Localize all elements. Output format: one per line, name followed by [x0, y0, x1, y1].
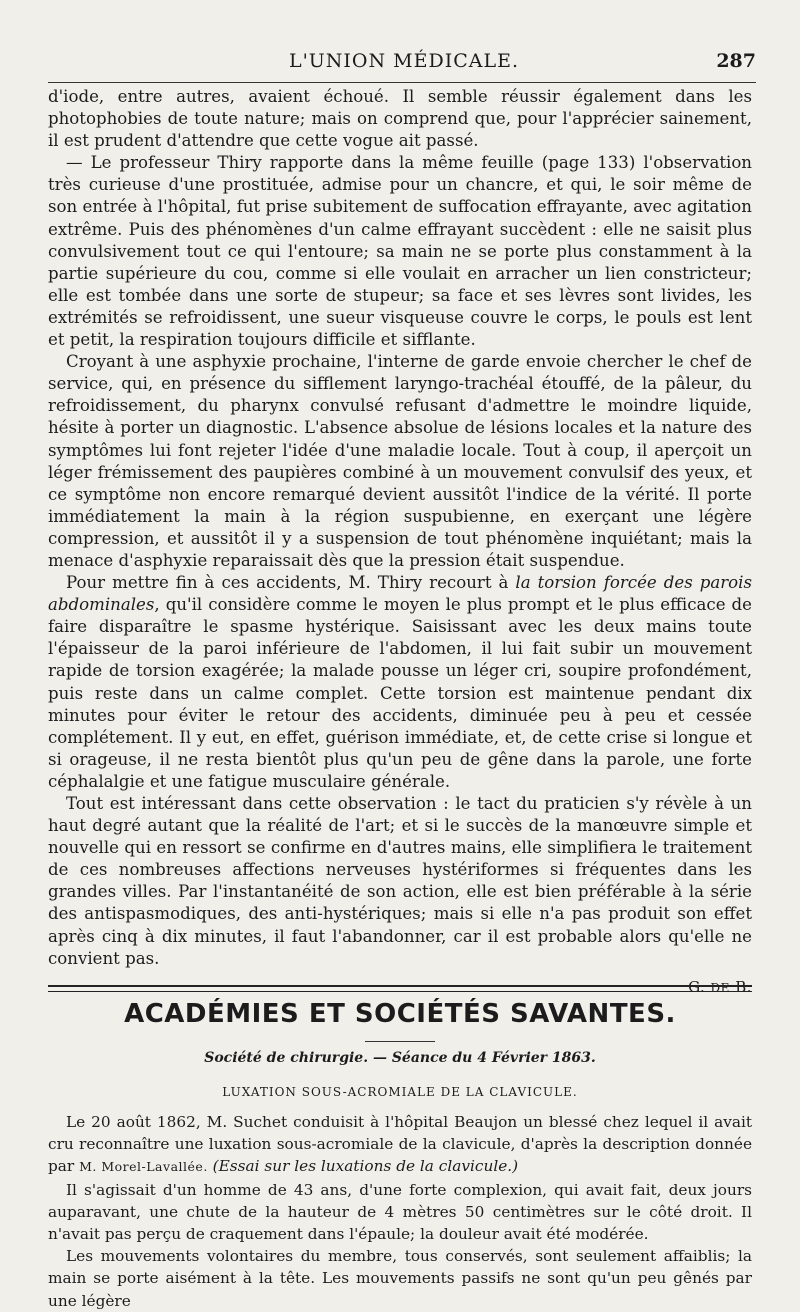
report-paragraph-2: Il s'agissait d'un homme de 43 ans, d'une forte complexion, qui avait fait, deux jours auparavant, une chute de la hauteur de 4 mètres 50 centimètres sur le côté droit. Il n'avait pas perçu de craquement dans l'épaule; la douleur avait été modérée. — [48, 1180, 752, 1244]
article-body — [48, 86, 752, 999]
report-paragraph-1 — [48, 1111, 752, 1179]
section-title: ACADÉMIES ET SOCIÉTÉS SAVANTES. — [124, 999, 676, 1029]
article-paragraph-1: d'iode, entre autres, avaient échoué. Il semble réussir également dans les photophobies de toute nature; mais on comprend que, pour l'apprécier sainement, il est prudent d'attendre que cette vogue ait passé. — [48, 87, 752, 151]
cited-work: (Essai sur les luxations de la clavicule.) — [207, 1157, 519, 1176]
paragraph-4-rest: , qu'il considère comme le moyen le plus prompt et le plus efficace de faire disparaître le spasme hystérique. Saisissant avec les deux mains toute l'épaisseur de la paroi inférieure de l'abdomen, il lui fait subir un mouvement rapide de torsion exagérée; la malade pousse un léger cri, soupire profondément, puis reste dans un calme complet. Cette torsion est maintenue pendant dix minutes pour éviter le retour des accidents, diminuée peu à peu et cessée complétement. Il y eut, en effet, guérison immédiate, et, de cette crise si longue et si orageuse, il ne resta bientôt plus qu'un peu de gêne dans la parole, une forte céphalalgie et une fatigue musculaire générale. — [48, 595, 752, 791]
running-title: L'UNION MÉDICALE. — [288, 50, 520, 72]
article-paragraph-2: — Le professeur Thiry rapporte dans la même feuille (page 133) l'observation très curieuse d'une prostituée, admise pour un chancre, et qui, le soir même de son entrée à l'hôpital, fut prise subitement de suffocation effrayante, avec agitation extrême. Puis des phénomènes d'un calme effrayant succèdent : elle ne saisit plus convulsivement tout ce qui l'entoure; sa main ne se porte plus constamment à la partie supérieure du cou, comme si elle voulait en arracher un lien constricteur; elle est tombée dans une sorte de stupeur; sa face et ses lèvres sont livides, les extrémités se refroidissent, une sueur visqueuse couvre le corps, le pouls est lent et petit, la respiration toujours difficile et sifflante. — [48, 153, 752, 350]
page-number: 287 — [716, 50, 756, 72]
signature-particle: DE — [710, 980, 730, 995]
signature-initial: G. — [688, 977, 711, 996]
title-underline — [365, 1041, 435, 1042]
header-rule — [48, 82, 756, 83]
session-heading: Société de chirurgie. — Séance du 4 Février 1863. — [204, 1050, 596, 1066]
paragraph-4-emphasis: la torsion forcée des parois abdominales — [48, 573, 752, 615]
paragraph-4-lead: Pour mettre fin à ces accidents, M. Thiry recourt à — [66, 573, 516, 593]
running-header — [48, 50, 760, 80]
case-title: LUXATION SOUS-ACROMIALE DE LA CLAVICULE. — [222, 1085, 578, 1099]
report-paragraph-1-text: Le 20 août 1862, M. Suchet conduisit à l'hôpital Beaujon un blessé chez lequel il avait cru reconnaître une luxation sous-acromiale de la clavicule, d'après la description donnée par — [48, 1113, 752, 1176]
report-body — [48, 1111, 752, 1312]
section-divider — [48, 985, 752, 992]
article-paragraph-3: Croyant à une asphyxie prochaine, l'interne de garde envoie chercher le chef de service, qui, en présence du sifflement laryngo-trachéal étouffé, de la pâleur, du refroidissement, du pharynx convulsé refusant d'admettre le moindre liquide, hésite à porter un diagnostic. L'absence absolue de lésions locales et la nature des symptômes lui font rejeter l'idée d'une maladie locale. Tout à coup, il aperçoit un léger frémissement des paupières combiné à un mouvement convulsif des yeux, et ce symptôme non encore remarqué devient aussitôt l'indice de la vérité. Il porte immédiatement la main à la région suspubienne, en exerçant une légère compression, et aussitôt il y a suspension de tout phénomène inquiétant; mais la menace d'asphyxie reparaissait dès que la pression était suspendue. — [48, 352, 752, 570]
report-paragraph-3: Les mouvements volontaires du membre, tous conservés, sont seulement affaiblis; la main se porte aisément à la tête. Les mouvements passifs ne sont qu'un peu gênés par une légère — [48, 1247, 752, 1310]
cited-author: M. Morel-Lavallée. — [79, 1159, 208, 1175]
article-paragraph-4 — [48, 572, 752, 793]
signature-end: B. — [729, 977, 752, 996]
article-paragraph-5: Tout est intéressant dans cette observation : le tact du praticien s'y révèle à un haut degré autant que la réalité de l'art; et si le succès de la manœuvre simple et nouvelle qui en ressort se confirme en d'autres mains, elle simplifiera le traitement de ces nombreuses affections nerveuses hystériformes si fréquentes dans les grandes villes. Par l'instantanéité de son action, elle est bien préférable à la série des antispasmodiques, des anti-hystériques; mais si elle n'a pas produit son effet après cinq à dix minutes, il faut l'abandonner, car il est probable alors qu'elle ne convient pas. — [48, 794, 752, 968]
